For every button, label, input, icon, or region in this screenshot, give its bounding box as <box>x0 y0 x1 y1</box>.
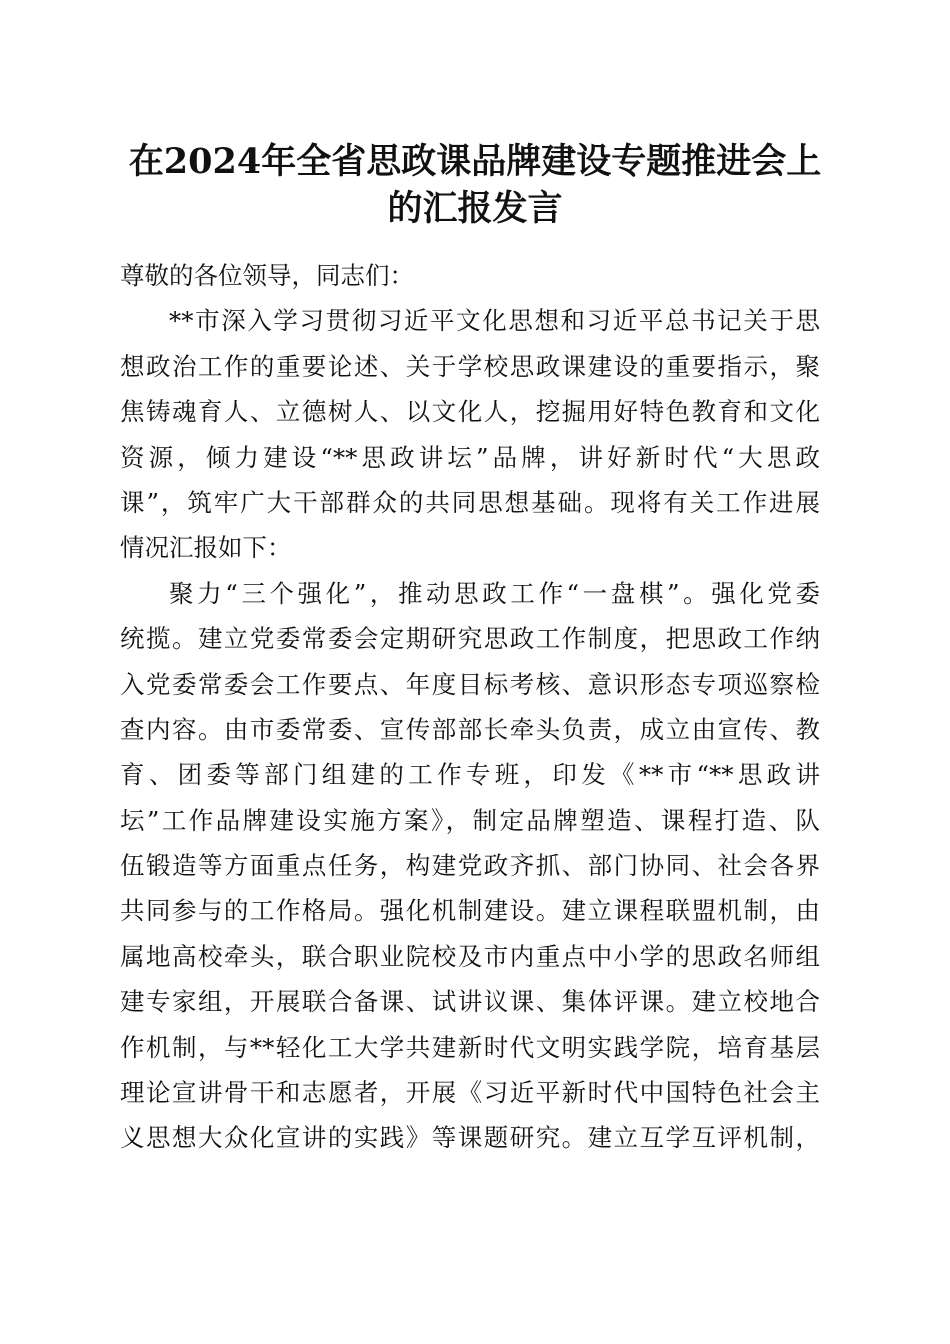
title-line-2: 的汇报发言 <box>387 188 563 229</box>
paragraph-2-line: 坛”工作品牌建设实施方案》，制定品牌塑造、课程打造、队 <box>120 805 820 835</box>
paragraph-2-line: 建专家组，开展联合备课、试讲议课、集体评课。建立校地合 <box>120 987 820 1017</box>
paragraph-2-line: 义思想大众化宣讲的实践》等课题研究。建立互学互评机制， <box>120 1123 820 1153</box>
paragraph-2-line: 伍锻造等方面重点任务，构建党政齐抓、部门协同、社会各界 <box>120 851 820 881</box>
title-line-1: 在2024年全省思政课品牌建设专题推进会上 <box>128 141 822 182</box>
paragraph-1-line: **市深入学习贯彻习近平文化思想和习近平总书记关于思 <box>169 306 820 336</box>
document-body <box>120 253 820 1161</box>
paragraph-2-line: 作机制，与**轻化工大学共建新时代文明实践学院，培育基层 <box>120 1032 820 1062</box>
paragraph-1-line: 资源，倾力建设“**思政讲坛”品牌，讲好新时代“大思政 <box>120 442 820 472</box>
paragraph-1-line: 课”，筑牢广大干部群众的共同思想基础。现将有关工作进展 <box>120 487 820 517</box>
paragraph-2-line: 查内容。由市委常委、宣传部部长牵头负责，成立由宣传、教 <box>120 714 820 744</box>
paragraph-2-line: 聚力“三个强化”，推动思政工作“一盘棋”。强化党委 <box>169 578 820 608</box>
paragraph-2-line: 统揽。建立党委常委会定期研究思政工作制度，把思政工作纳 <box>120 624 820 654</box>
paragraph-1-line: 情况汇报如下： <box>120 533 292 563</box>
paragraph-1-line: 焦铸魂育人、立德树人、以文化人，挖掘用好特色教育和文化 <box>120 397 820 427</box>
document-title <box>120 138 830 232</box>
paragraph-2-line: 属地高校牵头，联合职业院校及市内重点中小学的思政名师组 <box>120 941 820 971</box>
paragraph-2-line: 入党委常委会工作要点、年度目标考核、意识形态专项巡察检 <box>120 669 820 699</box>
paragraph-1-line: 想政治工作的重要论述、关于学校思政课建设的重要指示，聚 <box>120 351 820 381</box>
paragraph-2-line: 育、团委等部门组建的工作专班，印发《**市“**思政讲 <box>120 760 820 790</box>
salutation: 尊敬的各位领导，同志们： <box>120 261 414 290</box>
paragraph-2-line: 理论宣讲骨干和志愿者，开展《习近平新时代中国特色社会主 <box>120 1078 820 1108</box>
paragraph-2-line: 共同参与的工作格局。强化机制建设。建立课程联盟机制，由 <box>120 896 820 926</box>
